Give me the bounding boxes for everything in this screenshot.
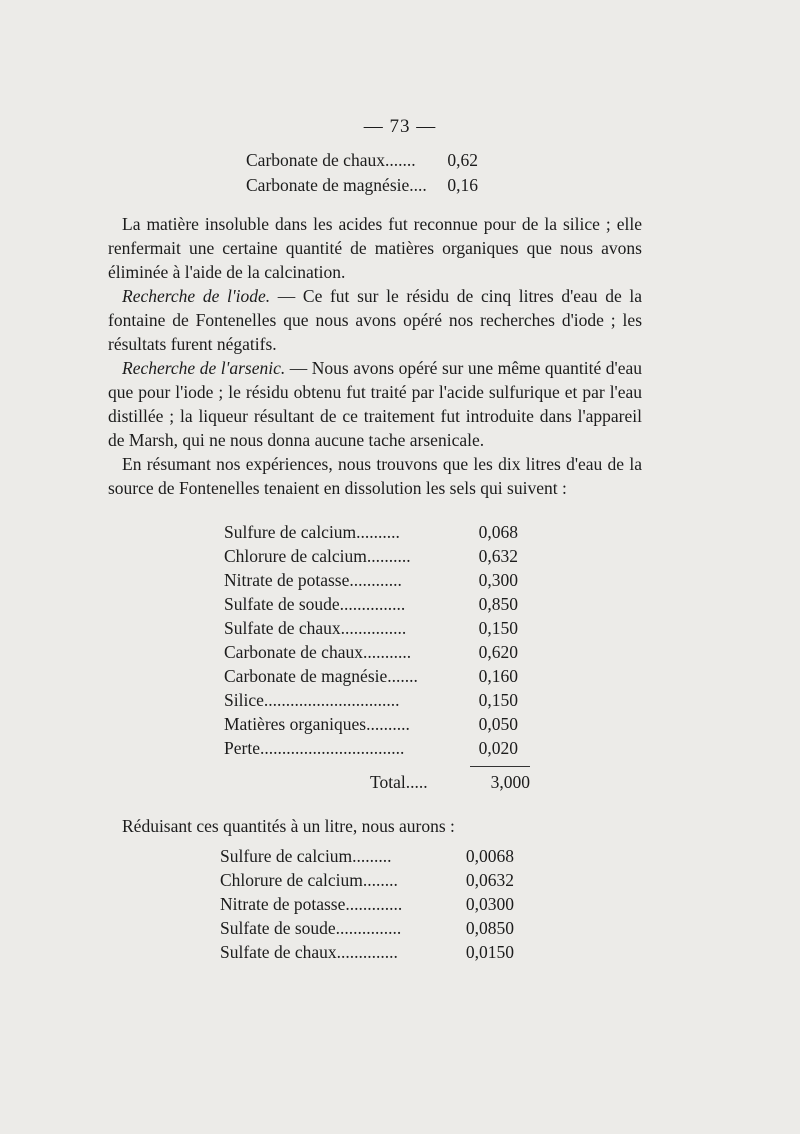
table-row: [220, 918, 514, 939]
table-row: [246, 150, 478, 171]
row-label: Matières organiques..........: [224, 714, 410, 734]
row-label: Chlorure de calcium........: [220, 870, 398, 890]
row-value: 0,150: [478, 618, 518, 638]
row-value: 0,62: [447, 150, 478, 170]
arsenic-heading: Recherche de l'arsenic.: [122, 358, 286, 378]
iode-heading: Recherche de l'iode.: [122, 286, 271, 306]
table-row: [246, 175, 478, 196]
table-row: [224, 570, 518, 591]
table-row: [224, 714, 518, 735]
paragraph-summary-intro: En résumant nos expériences, nous trouvons que les dix litres d'eau de la source de Fontenelles tenaient en dissolution les sels qui suivent :: [108, 454, 642, 498]
row-value: 0,0068: [465, 846, 514, 866]
row-value: 0,150: [478, 690, 518, 710]
row-label: Carbonate de magnésie.......: [224, 666, 418, 686]
row-label: Perte.................................: [224, 738, 405, 758]
row-label: Sulfate de soude...............: [220, 918, 402, 938]
row-value: 0,620: [478, 642, 518, 662]
row-value: 0,0632: [465, 870, 514, 890]
body-text: [108, 212, 642, 500]
table-row: [224, 642, 518, 663]
table-row: [220, 894, 514, 915]
row-label: Sulfure de calcium..........: [224, 522, 400, 542]
table-row: [224, 666, 518, 687]
row-value: 0,020: [478, 738, 518, 758]
row-value: 0,16: [447, 175, 478, 195]
table-row: [220, 870, 514, 891]
row-value: 0,0300: [465, 894, 514, 914]
total-row: [370, 772, 530, 793]
row-label: Carbonate de chaux.......: [246, 150, 416, 170]
row-label: Nitrate de potasse............: [224, 570, 402, 590]
row-label: Sulfate de soude...............: [224, 594, 406, 614]
paragraph-arsenic: [108, 356, 642, 452]
total-value: 3,000: [490, 772, 530, 792]
table-row: [224, 618, 518, 639]
row-value: 0,0150: [465, 942, 514, 962]
row-value: 0,632: [478, 546, 518, 566]
paragraph-iode: [108, 284, 642, 356]
table-row: [220, 942, 514, 963]
table-row: [220, 846, 514, 867]
row-label: Sulfure de calcium.........: [220, 846, 392, 866]
row-label: Silice...............................: [224, 690, 400, 710]
row-label: Nitrate de potasse.............: [220, 894, 403, 914]
table-row: [224, 738, 518, 759]
total-rule: [470, 766, 530, 767]
row-value: 0,050: [478, 714, 518, 734]
arsenic-text: — Nous avons opéré sur une même quantité d'eau que pour l'iode ; le résidu obtenu fut traité par l'acide sulfurique et par l'eau distillée ; la liqueur résultant de ce traitement fut introduite dans l'appareil de Marsh, qui ne nous donna aucune tache arsenicale.: [108, 358, 642, 450]
page-number: — 73 —: [363, 116, 437, 137]
table-row: [224, 594, 518, 615]
row-label: Sulfate de chaux...............: [224, 618, 407, 638]
row-value: 0,300: [478, 570, 518, 590]
row-value: 0,850: [478, 594, 518, 614]
table-row: [224, 522, 518, 543]
row-value: 0,0850: [465, 918, 514, 938]
iode-text: — Ce fut sur le résidu de cinq litres d'eau de la fontaine de Fontenelles que nous avons opéré nos recherches d'iode ; les résultats furent négatifs.: [108, 286, 642, 354]
total-label: Total.....: [370, 772, 428, 792]
row-label: Carbonate de magnésie....: [246, 175, 427, 195]
row-value: 0,160: [478, 666, 518, 686]
row-label: Sulfate de chaux..............: [220, 942, 398, 962]
paragraph-insoluble: La matière insoluble dans les acides fut reconnue pour de la silice ; elle renfermait une certaine quantité de matières organiques que nous avons éliminée à l'aide de la calcination.: [108, 214, 642, 282]
one-litre-intro: Réduisant ces quantités à un litre, nous aurons :: [122, 816, 455, 836]
table-row: [224, 690, 518, 711]
row-value: 0,068: [478, 522, 518, 542]
table-row: [224, 546, 518, 567]
row-label: Chlorure de calcium..........: [224, 546, 411, 566]
row-label: Carbonate de chaux...........: [224, 642, 412, 662]
